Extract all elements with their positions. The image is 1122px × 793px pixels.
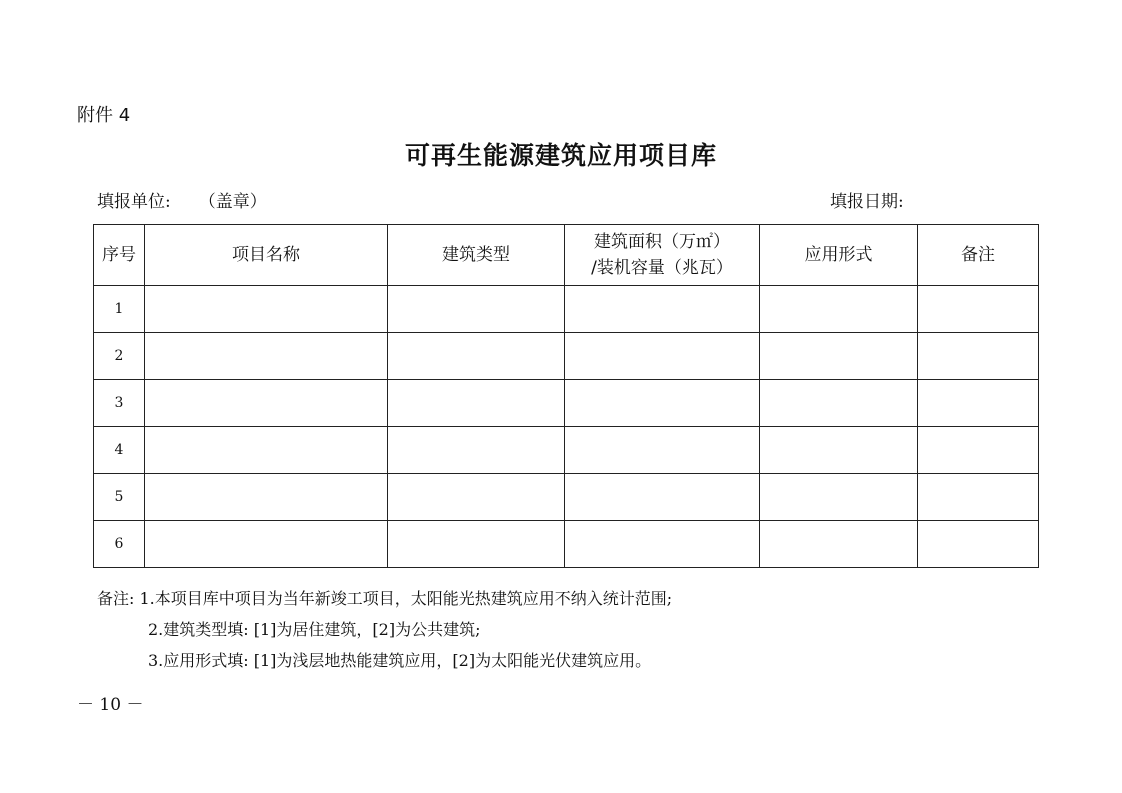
page-title: 可再生能源建筑应用项目库: [404, 141, 717, 170]
row-index: 1: [94, 286, 145, 333]
cell-building-type[interactable]: [388, 286, 565, 333]
reporting-unit: [97, 187, 267, 212]
cell-building-type[interactable]: [388, 521, 565, 568]
seal-label: （盖章）: [198, 192, 267, 212]
column-header-project-name: 项目名称: [145, 225, 388, 286]
cell-remarks[interactable]: [918, 333, 1039, 380]
page-number: － 10 －: [77, 695, 144, 715]
row-index: 4: [94, 427, 145, 474]
cell-project-name[interactable]: [145, 474, 388, 521]
note-line-1: [97, 583, 672, 614]
column-header-building-type: 建筑类型: [388, 225, 565, 286]
reporting-date-label: 填报日期:: [830, 192, 904, 212]
column-header-application-form: 应用形式: [760, 225, 918, 286]
cell-remarks[interactable]: [918, 286, 1039, 333]
cell-project-name[interactable]: [145, 333, 388, 380]
table-header-row: [94, 225, 1039, 286]
cell-project-name[interactable]: [145, 286, 388, 333]
note-text: 3.应用形式填: [1]为浅层地热能建筑应用，[2]为太阳能光伏建筑应用。: [148, 651, 652, 670]
notes-section: [97, 583, 672, 676]
cell-application-form[interactable]: [760, 521, 918, 568]
cell-area-capacity[interactable]: [565, 333, 760, 380]
cell-area-capacity[interactable]: [565, 474, 760, 521]
cell-building-type[interactable]: [388, 427, 565, 474]
area-header-line2: /装机容量（兆瓦）: [591, 258, 733, 278]
cell-application-form[interactable]: [760, 380, 918, 427]
note-line-3: [97, 645, 672, 676]
cell-remarks[interactable]: [918, 427, 1039, 474]
cell-area-capacity[interactable]: [565, 286, 760, 333]
note-text: 1.本项目库中项目为当年新竣工项目，太阳能光热建筑应用不纳入统计范围;: [139, 589, 673, 608]
table-row: [94, 380, 1039, 427]
table-row: [94, 286, 1039, 333]
note-text: 2.建筑类型填: [1]为居住建筑，[2]为公共建筑;: [148, 620, 481, 639]
table-row: [94, 427, 1039, 474]
row-index: 3: [94, 380, 145, 427]
area-header-line1: 建筑面积（万㎡）: [594, 232, 730, 252]
cell-area-capacity[interactable]: [565, 427, 760, 474]
row-index: 2: [94, 333, 145, 380]
cell-area-capacity[interactable]: [565, 380, 760, 427]
cell-project-name[interactable]: [145, 380, 388, 427]
cell-area-capacity[interactable]: [565, 521, 760, 568]
table-row: [94, 474, 1039, 521]
column-header-remarks: 备注: [918, 225, 1039, 286]
cell-remarks[interactable]: [918, 521, 1039, 568]
table-row: [94, 333, 1039, 380]
attachment-label: 附件 4: [77, 105, 131, 126]
notes-prefix: 备注:: [97, 589, 135, 608]
project-table: [93, 224, 1039, 568]
row-index: 6: [94, 521, 145, 568]
note-line-2: [97, 614, 672, 645]
cell-application-form[interactable]: [760, 474, 918, 521]
cell-application-form[interactable]: [760, 333, 918, 380]
cell-project-name[interactable]: [145, 521, 388, 568]
column-header-index: 序号: [94, 225, 145, 286]
row-index: 5: [94, 474, 145, 521]
table-row: [94, 521, 1039, 568]
cell-building-type[interactable]: [388, 333, 565, 380]
cell-application-form[interactable]: [760, 286, 918, 333]
cell-project-name[interactable]: [145, 427, 388, 474]
reporting-unit-label: 填报单位:: [97, 192, 171, 212]
cell-remarks[interactable]: [918, 380, 1039, 427]
column-header-area-capacity: [565, 225, 760, 286]
cell-application-form[interactable]: [760, 427, 918, 474]
cell-building-type[interactable]: [388, 474, 565, 521]
cell-remarks[interactable]: [918, 474, 1039, 521]
cell-building-type[interactable]: [388, 380, 565, 427]
